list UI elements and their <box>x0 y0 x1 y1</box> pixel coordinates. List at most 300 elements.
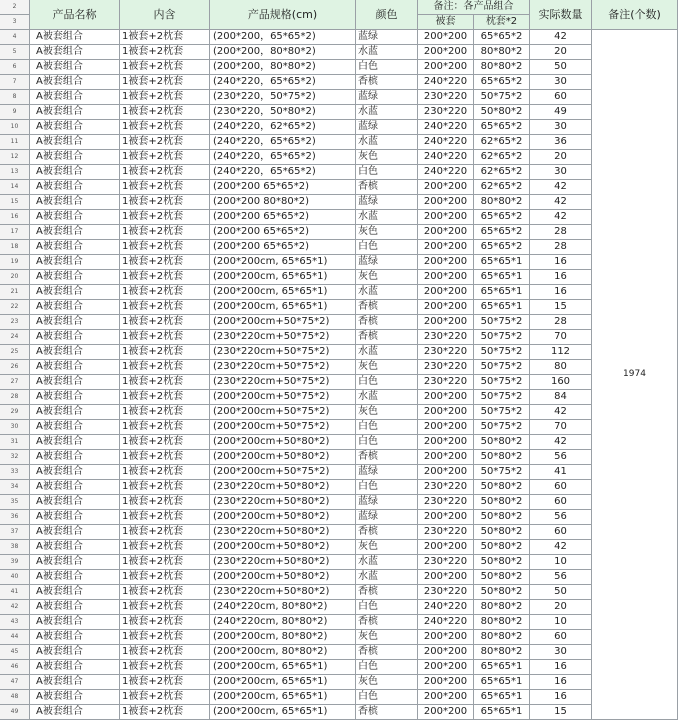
spec-cell[interactable]: (200*200，80*80*2) <box>210 45 356 60</box>
quantity-cell[interactable]: 30 <box>530 75 592 90</box>
color-cell[interactable]: 香槟 <box>356 300 418 315</box>
spec-cell[interactable]: (200*200 65*65*2) <box>210 180 356 195</box>
spec-cell[interactable]: (230*220cm+50*80*2) <box>210 525 356 540</box>
content-cell[interactable]: 1被套+2枕套 <box>120 390 210 405</box>
quantity-cell[interactable]: 20 <box>530 600 592 615</box>
row-number[interactable]: 20 <box>0 270 30 285</box>
quantity-cell[interactable]: 16 <box>530 255 592 270</box>
color-cell[interactable]: 水蓝 <box>356 105 418 120</box>
duvet-size-cell[interactable]: 200*200 <box>418 675 474 690</box>
content-cell[interactable]: 1被套+2枕套 <box>120 165 210 180</box>
content-cell[interactable]: 1被套+2枕套 <box>120 615 210 630</box>
spec-cell[interactable]: (200*200cm+50*75*2) <box>210 465 356 480</box>
duvet-size-cell[interactable]: 200*200 <box>418 390 474 405</box>
pillow-size-cell[interactable]: 65*65*1 <box>474 675 530 690</box>
pillow-size-cell[interactable]: 80*80*2 <box>474 195 530 210</box>
quantity-cell[interactable]: 56 <box>530 450 592 465</box>
color-cell[interactable]: 水蓝 <box>356 135 418 150</box>
product-name-cell[interactable]: A被套组合 <box>30 525 120 540</box>
note-merged-cell[interactable]: 1974 <box>592 30 678 720</box>
product-name-cell[interactable]: A被套组合 <box>30 315 120 330</box>
row-number[interactable]: 44 <box>0 630 30 645</box>
product-name-cell[interactable]: A被套组合 <box>30 390 120 405</box>
row-number[interactable]: 12 <box>0 150 30 165</box>
pillow-size-cell[interactable]: 80*80*2 <box>474 600 530 615</box>
row-number[interactable]: 35 <box>0 495 30 510</box>
content-cell[interactable]: 1被套+2枕套 <box>120 300 210 315</box>
content-cell[interactable]: 1被套+2枕套 <box>120 525 210 540</box>
duvet-size-cell[interactable]: 200*200 <box>418 60 474 75</box>
spec-cell[interactable]: (200*200，65*65*2) <box>210 30 356 45</box>
color-cell[interactable]: 蓝绿 <box>356 465 418 480</box>
row-number[interactable]: 16 <box>0 210 30 225</box>
duvet-size-cell[interactable]: 200*200 <box>418 465 474 480</box>
color-cell[interactable]: 白色 <box>356 165 418 180</box>
content-cell[interactable]: 1被套+2枕套 <box>120 270 210 285</box>
product-name-cell[interactable]: A被套组合 <box>30 150 120 165</box>
spec-cell[interactable]: (200*200 65*65*2) <box>210 240 356 255</box>
quantity-cell[interactable]: 60 <box>530 480 592 495</box>
product-name-cell[interactable]: A被套组合 <box>30 135 120 150</box>
color-cell[interactable]: 灰色 <box>356 405 418 420</box>
pillow-size-cell[interactable]: 50*75*2 <box>474 330 530 345</box>
row-number[interactable]: 4 <box>0 30 30 45</box>
quantity-cell[interactable]: 50 <box>530 60 592 75</box>
color-cell[interactable]: 香槟 <box>356 180 418 195</box>
color-cell[interactable]: 白色 <box>356 660 418 675</box>
duvet-size-cell[interactable]: 200*200 <box>418 180 474 195</box>
product-name-cell[interactable]: A被套组合 <box>30 225 120 240</box>
duvet-size-cell[interactable]: 240*220 <box>418 120 474 135</box>
quantity-cell[interactable]: 42 <box>530 180 592 195</box>
quantity-cell[interactable]: 160 <box>530 375 592 390</box>
color-cell[interactable]: 灰色 <box>356 270 418 285</box>
duvet-size-cell[interactable]: 230*220 <box>418 330 474 345</box>
duvet-size-cell[interactable]: 230*220 <box>418 345 474 360</box>
pillow-size-cell[interactable]: 50*80*2 <box>474 525 530 540</box>
content-cell[interactable]: 1被套+2枕套 <box>120 255 210 270</box>
product-name-cell[interactable]: A被套组合 <box>30 30 120 45</box>
color-cell[interactable]: 白色 <box>356 240 418 255</box>
content-cell[interactable]: 1被套+2枕套 <box>120 375 210 390</box>
duvet-size-cell[interactable]: 240*220 <box>418 135 474 150</box>
content-cell[interactable]: 1被套+2枕套 <box>120 240 210 255</box>
content-cell[interactable]: 1被套+2枕套 <box>120 645 210 660</box>
quantity-cell[interactable]: 16 <box>530 270 592 285</box>
product-name-cell[interactable]: A被套组合 <box>30 180 120 195</box>
content-cell[interactable]: 1被套+2枕套 <box>120 345 210 360</box>
quantity-cell[interactable]: 20 <box>530 150 592 165</box>
pillow-size-cell[interactable]: 65*65*1 <box>474 660 530 675</box>
duvet-size-cell[interactable]: 200*200 <box>418 255 474 270</box>
duvet-size-cell[interactable]: 200*200 <box>418 405 474 420</box>
spec-cell[interactable]: (200*200cm, 80*80*2) <box>210 630 356 645</box>
content-cell[interactable]: 1被套+2枕套 <box>120 120 210 135</box>
content-cell[interactable]: 1被套+2枕套 <box>120 495 210 510</box>
spec-cell[interactable]: (200*200cm, 65*65*1) <box>210 705 356 720</box>
color-cell[interactable]: 水蓝 <box>356 285 418 300</box>
duvet-size-cell[interactable]: 200*200 <box>418 420 474 435</box>
spec-cell[interactable]: (200*200cm+50*75*2) <box>210 420 356 435</box>
row-number[interactable]: 22 <box>0 300 30 315</box>
product-name-cell[interactable]: A被套组合 <box>30 255 120 270</box>
color-cell[interactable]: 蓝绿 <box>356 30 418 45</box>
row-number[interactable]: 18 <box>0 240 30 255</box>
color-cell[interactable]: 白色 <box>356 690 418 705</box>
content-cell[interactable]: 1被套+2枕套 <box>120 75 210 90</box>
row-number[interactable]: 5 <box>0 45 30 60</box>
content-cell[interactable]: 1被套+2枕套 <box>120 465 210 480</box>
quantity-cell[interactable]: 56 <box>530 570 592 585</box>
product-name-cell[interactable]: A被套组合 <box>30 585 120 600</box>
pillow-size-cell[interactable]: 65*65*1 <box>474 255 530 270</box>
row-number[interactable]: 36 <box>0 510 30 525</box>
product-name-cell[interactable]: A被套组合 <box>30 75 120 90</box>
product-name-cell[interactable]: A被套组合 <box>30 480 120 495</box>
spec-cell[interactable]: (200*200cm, 65*65*1) <box>210 285 356 300</box>
quantity-cell[interactable]: 70 <box>530 420 592 435</box>
quantity-cell[interactable]: 80 <box>530 360 592 375</box>
color-cell[interactable]: 水蓝 <box>356 390 418 405</box>
quantity-cell[interactable]: 28 <box>530 315 592 330</box>
quantity-cell[interactable]: 42 <box>530 210 592 225</box>
product-name-cell[interactable]: A被套组合 <box>30 120 120 135</box>
row-number[interactable]: 10 <box>0 120 30 135</box>
product-name-cell[interactable]: A被套组合 <box>30 630 120 645</box>
spec-cell[interactable]: (230*220cm+50*75*2) <box>210 375 356 390</box>
pillow-size-cell[interactable]: 65*65*2 <box>474 240 530 255</box>
spec-cell[interactable]: (200*200cm+50*75*2) <box>210 315 356 330</box>
product-name-cell[interactable]: A被套组合 <box>30 345 120 360</box>
quantity-cell[interactable]: 42 <box>530 435 592 450</box>
duvet-size-cell[interactable]: 230*220 <box>418 375 474 390</box>
quantity-cell[interactable]: 60 <box>530 630 592 645</box>
quantity-cell[interactable]: 60 <box>530 495 592 510</box>
content-cell[interactable]: 1被套+2枕套 <box>120 180 210 195</box>
pillow-size-cell[interactable]: 62*65*2 <box>474 165 530 180</box>
spec-cell[interactable]: (200*200cm+50*80*2) <box>210 435 356 450</box>
product-name-cell[interactable]: A被套组合 <box>30 705 120 720</box>
row-number[interactable]: 13 <box>0 165 30 180</box>
duvet-size-cell[interactable]: 200*200 <box>418 630 474 645</box>
content-cell[interactable]: 1被套+2枕套 <box>120 585 210 600</box>
duvet-size-cell[interactable]: 240*220 <box>418 600 474 615</box>
quantity-cell[interactable]: 70 <box>530 330 592 345</box>
spec-cell[interactable]: (200*200cm, 65*65*1) <box>210 270 356 285</box>
row-number[interactable]: 32 <box>0 450 30 465</box>
quantity-cell[interactable]: 50 <box>530 585 592 600</box>
pillow-size-cell[interactable]: 50*75*2 <box>474 375 530 390</box>
duvet-size-cell[interactable]: 200*200 <box>418 315 474 330</box>
spec-cell[interactable]: (200*200cm+50*75*2) <box>210 390 356 405</box>
spec-cell[interactable]: (240*220，65*65*2) <box>210 150 356 165</box>
product-name-cell[interactable]: A被套组合 <box>30 240 120 255</box>
color-cell[interactable]: 白色 <box>356 420 418 435</box>
header-qty[interactable]: 实际数量 <box>530 0 592 30</box>
row-number[interactable]: 34 <box>0 480 30 495</box>
spec-cell[interactable]: (230*220，50*75*2) <box>210 90 356 105</box>
spec-cell[interactable]: (200*200cm+50*80*2) <box>210 450 356 465</box>
row-number[interactable]: 7 <box>0 75 30 90</box>
duvet-size-cell[interactable]: 200*200 <box>418 645 474 660</box>
product-name-cell[interactable]: A被套组合 <box>30 570 120 585</box>
pillow-size-cell[interactable]: 50*75*2 <box>474 90 530 105</box>
content-cell[interactable]: 1被套+2枕套 <box>120 600 210 615</box>
row-number[interactable]: 40 <box>0 570 30 585</box>
content-cell[interactable]: 1被套+2枕套 <box>120 570 210 585</box>
content-cell[interactable]: 1被套+2枕套 <box>120 690 210 705</box>
duvet-size-cell[interactable]: 240*220 <box>418 75 474 90</box>
spec-cell[interactable]: (200*200cm, 80*80*2) <box>210 645 356 660</box>
product-name-cell[interactable]: A被套组合 <box>30 675 120 690</box>
header-remark-group[interactable]: 备注：各产品组合 <box>418 0 530 15</box>
product-name-cell[interactable]: A被套组合 <box>30 645 120 660</box>
spec-cell[interactable]: (240*220，65*65*2) <box>210 135 356 150</box>
content-cell[interactable]: 1被套+2枕套 <box>120 45 210 60</box>
pillow-size-cell[interactable]: 65*65*1 <box>474 300 530 315</box>
spec-cell[interactable]: (200*200cm+50*80*2) <box>210 510 356 525</box>
color-cell[interactable]: 蓝绿 <box>356 195 418 210</box>
spec-cell[interactable]: (240*220cm, 80*80*2) <box>210 600 356 615</box>
duvet-size-cell[interactable]: 200*200 <box>418 705 474 720</box>
quantity-cell[interactable]: 28 <box>530 240 592 255</box>
pillow-size-cell[interactable]: 80*80*2 <box>474 630 530 645</box>
row-number[interactable]: 11 <box>0 135 30 150</box>
product-name-cell[interactable]: A被套组合 <box>30 405 120 420</box>
row-number[interactable]: 19 <box>0 255 30 270</box>
content-cell[interactable]: 1被套+2枕套 <box>120 675 210 690</box>
color-cell[interactable]: 灰色 <box>356 225 418 240</box>
product-name-cell[interactable]: A被套组合 <box>30 360 120 375</box>
row-number[interactable]: 30 <box>0 420 30 435</box>
header-content[interactable]: 内含 <box>120 0 210 30</box>
pillow-size-cell[interactable]: 50*80*2 <box>474 480 530 495</box>
pillow-size-cell[interactable]: 50*75*2 <box>474 315 530 330</box>
spec-cell[interactable]: (200*200cm, 65*65*1) <box>210 255 356 270</box>
product-name-cell[interactable]: A被套组合 <box>30 60 120 75</box>
pillow-size-cell[interactable]: 50*80*2 <box>474 450 530 465</box>
product-name-cell[interactable]: A被套组合 <box>30 660 120 675</box>
content-cell[interactable]: 1被套+2枕套 <box>120 135 210 150</box>
duvet-size-cell[interactable]: 200*200 <box>418 540 474 555</box>
duvet-size-cell[interactable]: 200*200 <box>418 195 474 210</box>
pillow-size-cell[interactable]: 50*75*2 <box>474 360 530 375</box>
row-number[interactable]: 27 <box>0 375 30 390</box>
color-cell[interactable]: 蓝绿 <box>356 90 418 105</box>
color-cell[interactable]: 蓝绿 <box>356 255 418 270</box>
spec-cell[interactable]: (230*220cm+50*80*2) <box>210 495 356 510</box>
header-product-name[interactable]: 产品名称 <box>30 0 120 30</box>
pillow-size-cell[interactable]: 50*75*2 <box>474 345 530 360</box>
color-cell[interactable]: 水蓝 <box>356 345 418 360</box>
duvet-size-cell[interactable]: 240*220 <box>418 615 474 630</box>
row-number[interactable]: 48 <box>0 690 30 705</box>
duvet-size-cell[interactable]: 240*220 <box>418 165 474 180</box>
color-cell[interactable]: 灰色 <box>356 630 418 645</box>
quantity-cell[interactable]: 30 <box>530 165 592 180</box>
spec-cell[interactable]: (200*200 65*65*2) <box>210 210 356 225</box>
duvet-size-cell[interactable]: 200*200 <box>418 210 474 225</box>
row-number[interactable]: 39 <box>0 555 30 570</box>
duvet-size-cell[interactable]: 200*200 <box>418 690 474 705</box>
product-name-cell[interactable]: A被套组合 <box>30 285 120 300</box>
content-cell[interactable]: 1被套+2枕套 <box>120 540 210 555</box>
content-cell[interactable]: 1被套+2枕套 <box>120 510 210 525</box>
row-number[interactable]: 29 <box>0 405 30 420</box>
row-number[interactable]: 17 <box>0 225 30 240</box>
product-name-cell[interactable]: A被套组合 <box>30 300 120 315</box>
pillow-size-cell[interactable]: 50*80*2 <box>474 585 530 600</box>
quantity-cell[interactable]: 42 <box>530 540 592 555</box>
duvet-size-cell[interactable]: 230*220 <box>418 555 474 570</box>
quantity-cell[interactable]: 16 <box>530 660 592 675</box>
quantity-cell[interactable]: 41 <box>530 465 592 480</box>
duvet-size-cell[interactable]: 200*200 <box>418 450 474 465</box>
pillow-size-cell[interactable]: 50*75*2 <box>474 405 530 420</box>
pillow-size-cell[interactable]: 65*65*1 <box>474 285 530 300</box>
product-name-cell[interactable]: A被套组合 <box>30 420 120 435</box>
spec-cell[interactable]: (230*220cm+50*75*2) <box>210 345 356 360</box>
row-number[interactable]: 47 <box>0 675 30 690</box>
pillow-size-cell[interactable]: 65*65*2 <box>474 210 530 225</box>
pillow-size-cell[interactable]: 50*75*2 <box>474 420 530 435</box>
content-cell[interactable]: 1被套+2枕套 <box>120 360 210 375</box>
row-number[interactable]: 45 <box>0 645 30 660</box>
spec-cell[interactable]: (200*200 80*80*2) <box>210 195 356 210</box>
header-color[interactable]: 颜色 <box>356 0 418 30</box>
quantity-cell[interactable]: 42 <box>530 195 592 210</box>
row-number[interactable]: 21 <box>0 285 30 300</box>
quantity-cell[interactable]: 10 <box>530 555 592 570</box>
content-cell[interactable]: 1被套+2枕套 <box>120 60 210 75</box>
product-name-cell[interactable]: A被套组合 <box>30 45 120 60</box>
content-cell[interactable]: 1被套+2枕套 <box>120 195 210 210</box>
pillow-size-cell[interactable]: 80*80*2 <box>474 615 530 630</box>
duvet-size-cell[interactable]: 200*200 <box>418 435 474 450</box>
row-number[interactable]: 23 <box>0 315 30 330</box>
duvet-size-cell[interactable]: 240*220 <box>418 150 474 165</box>
row-number-2[interactable]: 2 <box>0 0 30 15</box>
spec-cell[interactable]: (230*220cm+50*80*2) <box>210 555 356 570</box>
quantity-cell[interactable]: 30 <box>530 120 592 135</box>
spec-cell[interactable]: (230*220cm+50*75*2) <box>210 330 356 345</box>
product-name-cell[interactable]: A被套组合 <box>30 555 120 570</box>
quantity-cell[interactable]: 56 <box>530 510 592 525</box>
pillow-size-cell[interactable]: 65*65*1 <box>474 705 530 720</box>
color-cell[interactable]: 香槟 <box>356 75 418 90</box>
quantity-cell[interactable]: 42 <box>530 405 592 420</box>
header-spec[interactable]: 产品规格(cm) <box>210 0 356 30</box>
quantity-cell[interactable]: 16 <box>530 285 592 300</box>
pillow-size-cell[interactable]: 62*65*2 <box>474 180 530 195</box>
content-cell[interactable]: 1被套+2枕套 <box>120 90 210 105</box>
product-name-cell[interactable]: A被套组合 <box>30 690 120 705</box>
row-number[interactable]: 42 <box>0 600 30 615</box>
duvet-size-cell[interactable]: 200*200 <box>418 45 474 60</box>
quantity-cell[interactable]: 112 <box>530 345 592 360</box>
color-cell[interactable]: 香槟 <box>356 330 418 345</box>
color-cell[interactable]: 白色 <box>356 435 418 450</box>
row-number[interactable]: 37 <box>0 525 30 540</box>
content-cell[interactable]: 1被套+2枕套 <box>120 30 210 45</box>
color-cell[interactable]: 灰色 <box>356 150 418 165</box>
content-cell[interactable]: 1被套+2枕套 <box>120 285 210 300</box>
content-cell[interactable]: 1被套+2枕套 <box>120 150 210 165</box>
pillow-size-cell[interactable]: 65*65*1 <box>474 690 530 705</box>
content-cell[interactable]: 1被套+2枕套 <box>120 225 210 240</box>
pillow-size-cell[interactable]: 50*80*2 <box>474 555 530 570</box>
product-name-cell[interactable]: A被套组合 <box>30 510 120 525</box>
spec-cell[interactable]: (230*220cm+50*80*2) <box>210 480 356 495</box>
duvet-size-cell[interactable]: 230*220 <box>418 480 474 495</box>
pillow-size-cell[interactable]: 50*80*2 <box>474 105 530 120</box>
product-name-cell[interactable]: A被套组合 <box>30 270 120 285</box>
product-name-cell[interactable]: A被套组合 <box>30 165 120 180</box>
quantity-cell[interactable]: 60 <box>530 90 592 105</box>
product-name-cell[interactable]: A被套组合 <box>30 435 120 450</box>
pillow-size-cell[interactable]: 50*80*2 <box>474 435 530 450</box>
pillow-size-cell[interactable]: 65*65*2 <box>474 75 530 90</box>
color-cell[interactable]: 白色 <box>356 60 418 75</box>
content-cell[interactable]: 1被套+2枕套 <box>120 105 210 120</box>
row-number[interactable]: 41 <box>0 585 30 600</box>
product-name-cell[interactable]: A被套组合 <box>30 540 120 555</box>
color-cell[interactable]: 水蓝 <box>356 45 418 60</box>
color-cell[interactable]: 香槟 <box>356 585 418 600</box>
color-cell[interactable]: 香槟 <box>356 645 418 660</box>
content-cell[interactable]: 1被套+2枕套 <box>120 420 210 435</box>
color-cell[interactable]: 灰色 <box>356 540 418 555</box>
product-name-cell[interactable]: A被套组合 <box>30 330 120 345</box>
spec-cell[interactable]: (200*200，80*80*2) <box>210 60 356 75</box>
content-cell[interactable]: 1被套+2枕套 <box>120 315 210 330</box>
pillow-size-cell[interactable]: 80*80*2 <box>474 60 530 75</box>
spec-cell[interactable]: (200*200cm, 65*65*1) <box>210 690 356 705</box>
duvet-size-cell[interactable]: 230*220 <box>418 585 474 600</box>
color-cell[interactable]: 白色 <box>356 480 418 495</box>
pillow-size-cell[interactable]: 50*80*2 <box>474 510 530 525</box>
duvet-size-cell[interactable]: 230*220 <box>418 90 474 105</box>
content-cell[interactable]: 1被套+2枕套 <box>120 450 210 465</box>
quantity-cell[interactable]: 30 <box>530 645 592 660</box>
pillow-size-cell[interactable]: 65*65*2 <box>474 30 530 45</box>
spec-cell[interactable]: (200*200cm+50*75*2) <box>210 405 356 420</box>
row-number[interactable]: 24 <box>0 330 30 345</box>
duvet-size-cell[interactable]: 230*220 <box>418 495 474 510</box>
spec-cell[interactable]: (200*200cm, 65*65*1) <box>210 675 356 690</box>
duvet-size-cell[interactable]: 200*200 <box>418 30 474 45</box>
header-note[interactable]: 备注(个数) <box>592 0 678 30</box>
spec-cell[interactable]: (230*220cm+50*80*2) <box>210 585 356 600</box>
row-number[interactable]: 26 <box>0 360 30 375</box>
pillow-size-cell[interactable]: 50*80*2 <box>474 495 530 510</box>
spec-cell[interactable]: (200*200cm, 65*65*1) <box>210 300 356 315</box>
product-name-cell[interactable]: A被套组合 <box>30 195 120 210</box>
color-cell[interactable]: 水蓝 <box>356 210 418 225</box>
color-cell[interactable]: 水蓝 <box>356 555 418 570</box>
color-cell[interactable]: 灰色 <box>356 360 418 375</box>
quantity-cell[interactable]: 60 <box>530 525 592 540</box>
duvet-size-cell[interactable]: 230*220 <box>418 360 474 375</box>
row-number[interactable]: 38 <box>0 540 30 555</box>
row-number[interactable]: 28 <box>0 390 30 405</box>
pillow-size-cell[interactable]: 62*65*2 <box>474 150 530 165</box>
content-cell[interactable]: 1被套+2枕套 <box>120 330 210 345</box>
color-cell[interactable]: 蓝绿 <box>356 120 418 135</box>
content-cell[interactable]: 1被套+2枕套 <box>120 630 210 645</box>
color-cell[interactable]: 灰色 <box>356 675 418 690</box>
duvet-size-cell[interactable]: 200*200 <box>418 570 474 585</box>
